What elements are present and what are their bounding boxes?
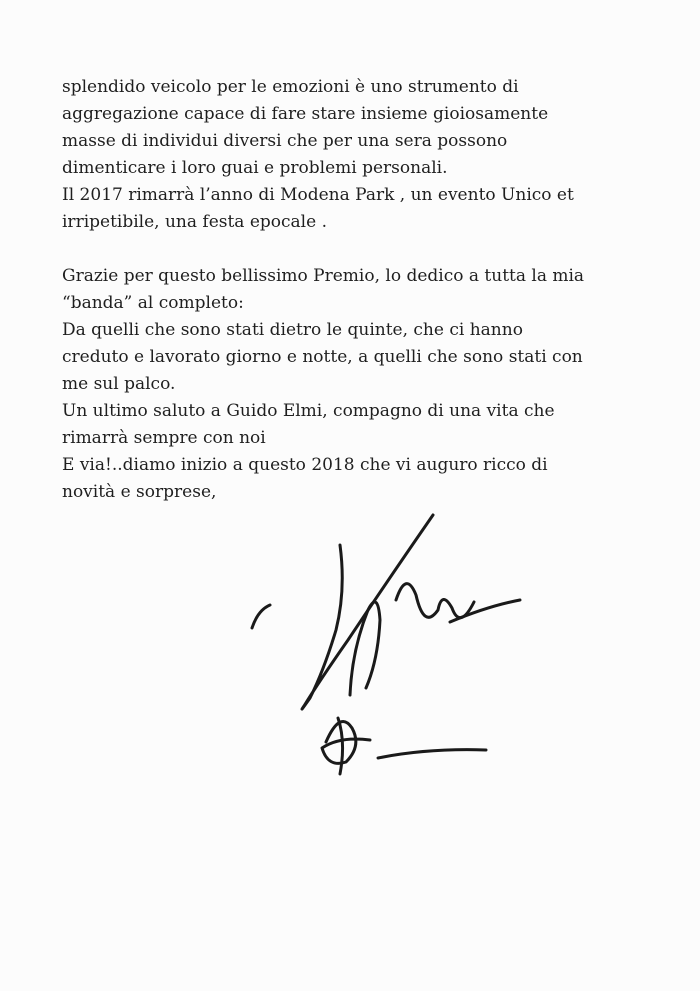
handwritten-signature (228, 497, 528, 780)
text-line: novità e sorprese, (62, 482, 217, 502)
signature-stroke-loop (350, 602, 380, 695)
text-line: dimenticare i loro guai e problemi personali. (62, 158, 448, 178)
signature-strokes (252, 515, 520, 774)
signature-text: Vasco (228, 497, 267, 514)
signature-stroke-scribble (396, 584, 474, 618)
paragraph-gap (62, 236, 662, 263)
text-line: splendido veicolo per le emozioni è uno strumento di (62, 77, 519, 97)
text-line: aggregazione capace di fare stare insieme gioiosamente (62, 104, 549, 124)
letter-body (62, 74, 662, 506)
text-line: creduto e lavorato giorno e notte, a quelli che sono stati con (62, 347, 583, 367)
text-line: rimarrà sempre con noi (62, 428, 266, 448)
text-line: “banda” al completo: (62, 293, 244, 313)
text-line: masse di individui diversi che per una sera possono (62, 131, 508, 151)
signature-stroke-check (450, 600, 520, 622)
text-line: me sul palco. (62, 374, 176, 394)
signature-stroke-underline (378, 750, 486, 758)
text-line: Il 2017 rimarrà l’anno di Modena Park , un evento Unico et (62, 185, 574, 205)
signature-stroke-tick (252, 605, 270, 628)
text-line: Grazie per questo bellissimo Premio, lo dedico a tutta la mia (62, 266, 585, 286)
signature-drawing (228, 497, 528, 780)
text-line: irripetibile, una festa epocale . (62, 212, 327, 232)
signature-stroke-star (322, 718, 370, 774)
text-line: Un ultimo saluto a Guido Elmi, compagno di una vita che (62, 401, 555, 421)
text-line: Da quelli che sono stati dietro le quinte, che ci hanno (62, 320, 523, 340)
text-line: E via!..diamo inizio a questo 2018 che vi auguro ricco di (62, 455, 548, 475)
